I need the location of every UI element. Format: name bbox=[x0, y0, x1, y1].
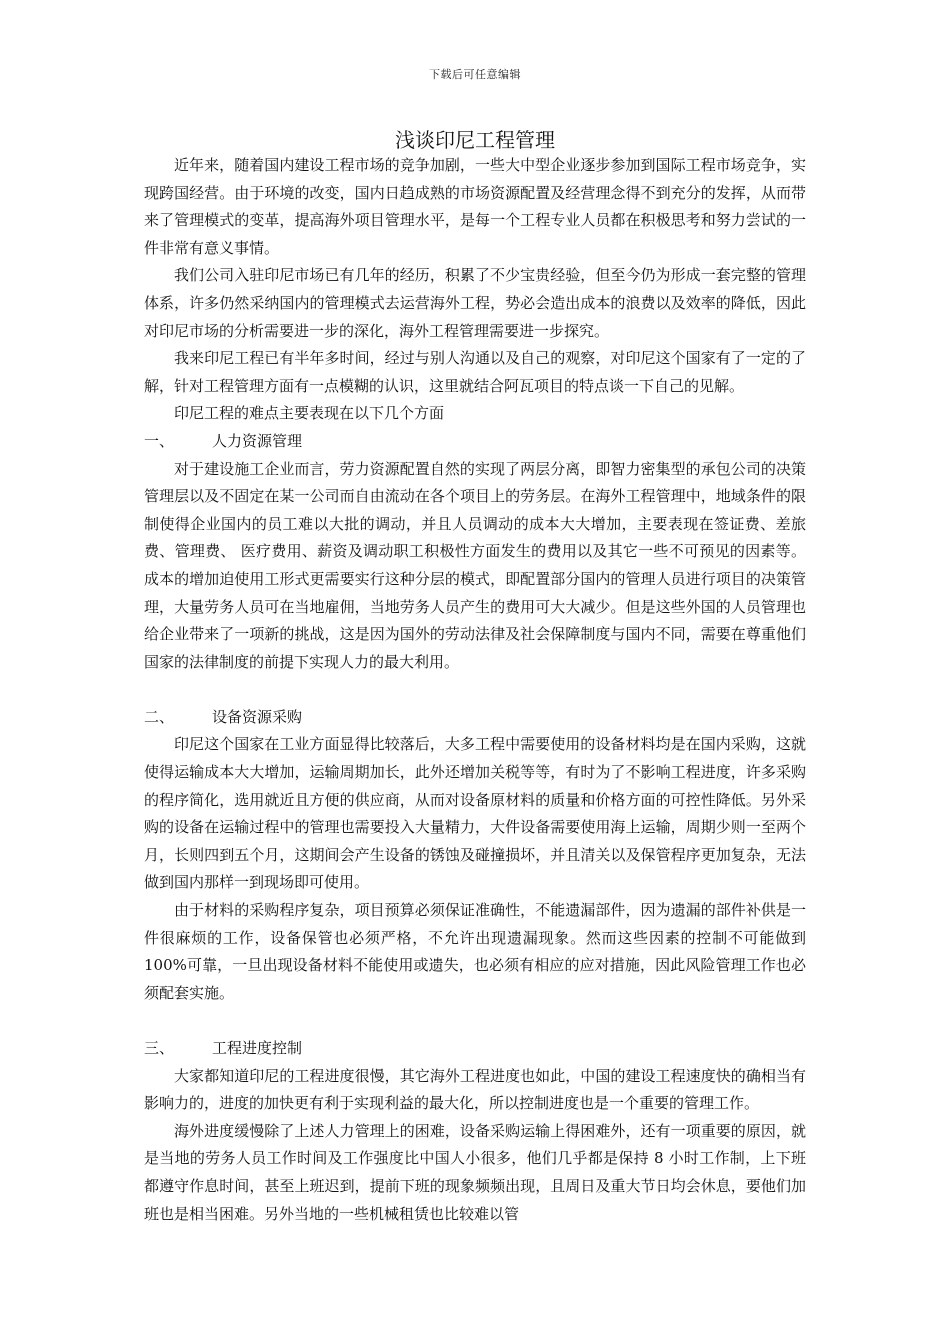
document-title: 浅谈印尼工程管理 bbox=[395, 128, 555, 152]
section-paragraph: 海外进度缓慢除了上述人力管理上的困难，设备采购运输上得困难外，还有一项重要的原因，就是当地的劳务人员工作时间及工作强度比中国人小很多，他们几乎都是保持 8 小时工作制，上下班都遵守作息时间，甚至上班迟到，提前下班的现象频频出现，且周日及重大节日均会休息，要他们加班也是相当困难。另外当地的一些机械租赁也比较难以管 bbox=[144, 1121, 806, 1223]
intro-paragraph: 印尼工程的难点主要表现在以下几个方面 bbox=[174, 404, 445, 423]
section-heading bbox=[144, 428, 806, 456]
section-heading bbox=[144, 704, 806, 732]
section-title: 设备资源采购 bbox=[212, 707, 303, 726]
section-number: 一、 bbox=[144, 431, 175, 450]
section-title: 工程进度控制 bbox=[212, 1039, 303, 1057]
section-paragraph: 印尼这个国家在工业方面显得比较落后，大多工程中需要使用的设备材料均是在国内采购，这就使得运输成本大大增加，运输周期加长，此外还增加关税等等，有时为了不影响工程进度，许多采购的程序简化，选用就近且方便的供应商，从而对设备原材料的质量和价格方面的可控性降低。另外采购的设备在运输过程中的管理也需要投入大量精力，大件设备需要使用海上运输，周期少则一至两个月，长则四到五个月，这期间会产生设备的锈蚀及碰撞损坏，并且清关以及保管程序更加复杂，无法做到国内那样一到现场即可使用。 bbox=[144, 735, 806, 892]
section-title: 人力资源管理 bbox=[212, 431, 303, 450]
blank-line bbox=[144, 676, 806, 704]
header-note: 下载后可任意编辑 bbox=[429, 68, 521, 81]
section-number: 二、 bbox=[144, 707, 175, 726]
document-body bbox=[144, 152, 806, 1228]
section-number: 三、 bbox=[144, 1039, 175, 1057]
section-paragraph: 大家都知道印尼的工程进度很慢，其它海外工程进度也如此，中国的建设工程速度快的确相当有影响力的，进度的加快更有利于实现利益的最大化，所以控制进度也是一个重要的管理工作。 bbox=[144, 1066, 806, 1113]
intro-paragraph: 我来印尼工程已有半年多时间，经过与别人沟通以及自己的观察，对印尼这个国家有了一定的了解，针对工程管理方面有一点模糊的认识，这里就结合阿瓦项目的特点谈一下自己的见解。 bbox=[144, 349, 806, 395]
section-heading bbox=[144, 1035, 806, 1063]
intro-paragraph: 我们公司入驻印尼市场已有几年的经历，积累了不少宝贵经验，但至今仍为形成一套完整的管理体系，许多仍然采纳国内的管理模式去运营海外工程，势必会造出成本的浪费以及效率的降低，因此对印尼市场的分析需要进一步的深化，海外工程管理需要进一步探究。 bbox=[144, 266, 806, 340]
section-paragraph: 对于建设施工企业而言，劳力资源配置自然的实现了两层分离，即智力密集型的承包公司的决策管理层以及不固定在某一公司而自由流动在各个项目上的劳务层。在海外工程管理中，地域条件的限制使得企业国内的员工难以大批的调动，并且人员调动的成本大大增加，主要表现在签证费、差旅费、管理费、 医疗费用、薪资及调动职工积极性方面发生的费用以及其它一些不可预见的因素等。成本的增加迫使用工形式更需要实行这种分层的模式，即配置部分国内的管理人员进行项目的决策管理，大量劳务人员可在当地雇佣，当地劳务人员产生的费用可大大减少。但是这些外国的人员管理也给企业带来了一项新的挑战，这是因为国外的劳动法律及社会保障制度与国内不同，需要在尊重他们国家的法律制度的前提下实现人力的最大利用。 bbox=[144, 459, 806, 671]
blank-line bbox=[144, 1007, 806, 1035]
section-paragraph: 由于材料的采购程序复杂，项目预算必须保证准确性，不能遗漏部件，因为遗漏的部件补供是一件很麻烦的工作，设备保管也必须严格，不允许出现遗漏现象。然而这些因素的控制不可能做到100%可靠，一旦出现设备材料不能使用或遗失，也必须有相应的应对措施，因此风险管理工作也必须配套实施。 bbox=[144, 901, 806, 1002]
intro-paragraph: 近年来，随着国内建设工程市场的竞争加剧，一些大中型企业逐步参加到国际工程市场竞争，实现跨国经营。由于环境的改变，国内日趋成熟的市场资源配置及经营理念得不到充分的发挥，从而带来了管理模式的变革，提高海外项目管理水平，是每一个工程专业人员都在积极思考和努力尝试的一件非常有意义事情。 bbox=[144, 156, 806, 257]
